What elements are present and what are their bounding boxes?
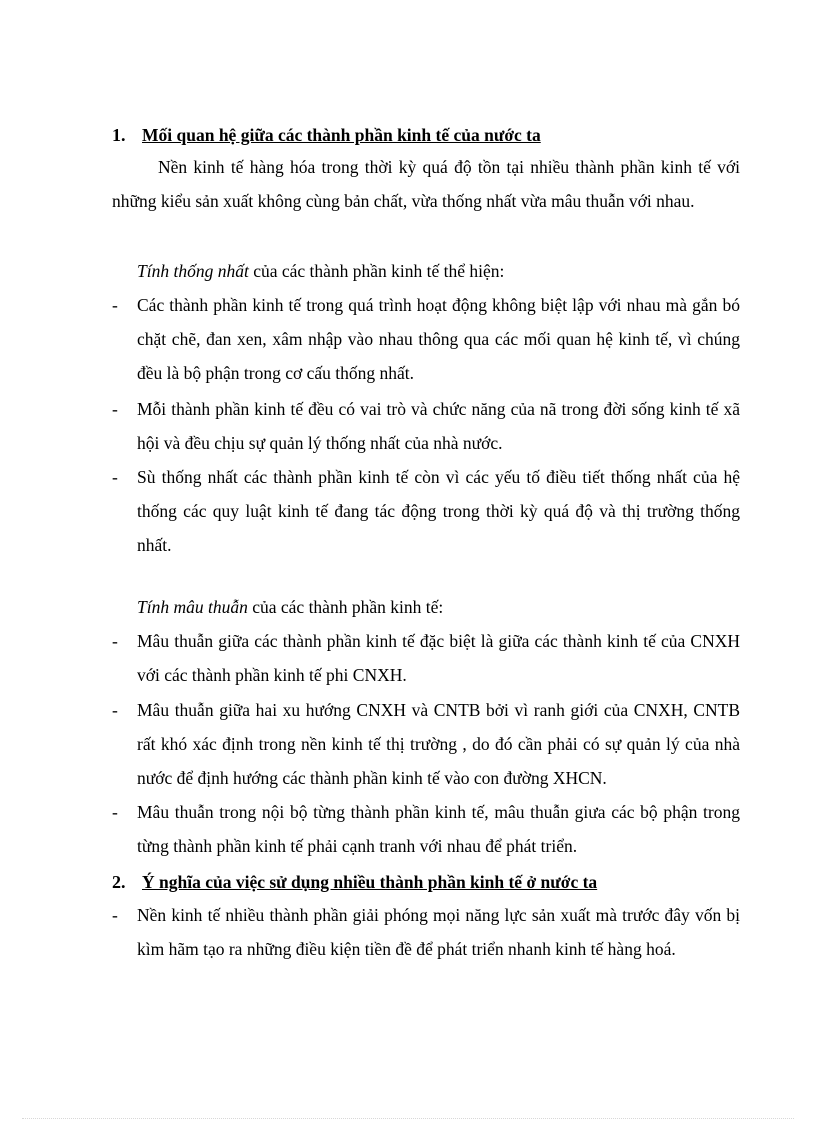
bullet-dash: - [112,399,118,419]
bullet-dash: - [112,700,118,720]
section-2-heading [112,869,752,895]
section-1-heading [112,122,752,148]
page-bottom-divider [22,1118,794,1119]
section-1-title: Mối quan hệ giữa các thành phần kinh tế của nước ta [142,125,541,145]
conflict-bullet-2 [112,693,740,795]
unity-bullet-1 [112,288,740,390]
unity-intro-text: của các thành phần kinh tế thể hiện: [248,261,505,281]
bullet-dash: - [112,467,118,487]
conflict-intro [137,590,740,624]
conflict-label: Tính mâu thuẫn [137,597,248,617]
unity-bullet-3 [112,460,740,562]
conflict-bullet-1 [112,624,740,692]
conflict-intro-text: của các thành phần kinh tế: [247,597,444,617]
bullet-dash: - [112,802,118,822]
unity-bullet-2 [112,392,740,460]
conflict-bullet-text: Mâu thuẫn giữa các thành phần kinh tế đặc biệt là giữa các thành kinh tế của CNXH với các thành phần kinh tế phi CNXH. [137,631,740,685]
bullet-dash: - [112,905,118,925]
bullet-dash: - [112,631,118,651]
section-1-number: 1. [112,125,126,145]
unity-bullet-text: Các thành phần kinh tế trong quá trình hoạt động không biệt lập với nhau mà gắn bó chặt chẽ, đan xen, xâm nhập vào nhau thông qua các mối quan hệ kinh tế, vì chúng đều là bộ phận trong cơ cấu thống nhất. [137,295,740,383]
section-2-bullet-text: Nền kinh tế nhiều thành phần giải phóng mọi năng lực sản xuất mà trước đây vốn bị kìm hãm tạo ra những điều kiện tiền đề để phát triển nhanh kinh tế hàng hoá. [137,905,740,959]
section-2-title: Ý nghĩa của việc sử dụng nhiều thành phần kinh tế ở nước ta [142,872,598,892]
section-2-number: 2. [112,872,126,892]
conflict-bullet-3 [112,795,740,863]
section-2-bullet-1 [112,898,740,966]
unity-label: Tính thống nhất [137,261,249,281]
conflict-bullet-text: Mâu thuẫn giữa hai xu hướng CNXH và CNTB bởi vì ranh giới của CNXH, CNTB rất khó xác định trong nền kinh tế thị trường , do đó cần phải có sự quản lý của nhà nước để định hướng các thành phần kinh tế vào con đường XHCN. [137,700,740,788]
bullet-dash: - [112,295,118,315]
unity-bullet-text: Sù thống nhất các thành phần kinh tế còn vì các yếu tố điều tiết thống nhất của hệ thống các quy luật kinh tế đang tác động trong thời kỳ quá độ và thị trường thống nhất. [137,467,740,555]
section-1-intro: Nền kinh tế hàng hóa trong thời kỳ quá độ tồn tại nhiều thành phần kinh tế với những kiểu sản xuất không cùng bản chất, vừa thống nhất vừa mâu thuẫn với nhau. [112,157,740,211]
unity-intro [137,254,740,288]
conflict-bullet-text: Mâu thuẫn trong nội bộ từng thành phần kinh tế, mâu thuẫn giưa các bộ phận trong từng thành phần kinh tế phải cạnh tranh với nhau để phát triển. [137,802,740,856]
unity-bullet-text: Mỗi thành phần kinh tế đều có vai trò và chức năng của nã trong đời sống kinh tế xã hội và đều chịu sự quản lý thống nhất của nhà nước. [137,399,740,453]
